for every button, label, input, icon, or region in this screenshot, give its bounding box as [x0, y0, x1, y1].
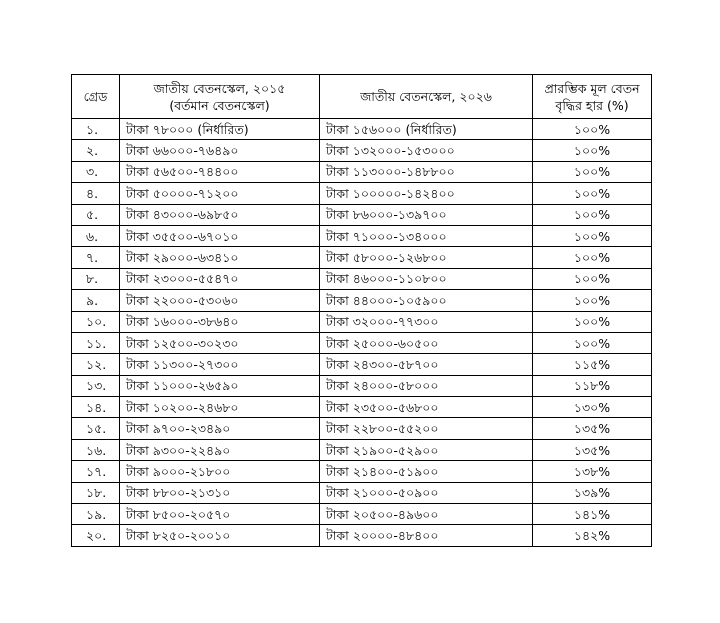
grade-cell: ৩. [72, 161, 120, 182]
rate-cell: ১৩৫% [533, 418, 652, 439]
scale-2015-cell: টাকা ১০২০০-২৪৬৮০ [120, 397, 320, 418]
grade-cell: ৭. [72, 247, 120, 268]
scale-2015-cell: টাকা ৫০০০০-৭১২০০ [120, 183, 320, 204]
rate-cell: ১০০% [533, 332, 652, 353]
scale-2026-cell: টাকা ৪৪০০০-১০৫৯০০ [320, 290, 533, 311]
grade-cell: ১৮. [72, 482, 120, 503]
rate-cell: ১৩০% [533, 397, 652, 418]
scale-2026-cell: টাকা ১১৩০০০-১৪৮৮০০ [320, 161, 533, 182]
grade-cell: ৪. [72, 183, 120, 204]
grade-cell: ৮. [72, 268, 120, 289]
grade-cell: ৫. [72, 204, 120, 225]
scale-2015-cell: টাকা ৯৩০০-২২৪৯০ [120, 439, 320, 460]
table-row [72, 461, 652, 482]
header-scale-2026: জাতীয় বেতনস্কেল, ২০২৬ [320, 75, 533, 119]
table-row [72, 504, 652, 525]
table-header [72, 75, 652, 119]
scale-2026-cell: টাকা ২১৪০০-৫১৯০০ [320, 461, 533, 482]
header-scale-2015-subtitle: (বর্তমান বেতনস্কেল) [169, 97, 270, 113]
header-scale-2015 [120, 75, 320, 119]
scale-2026-cell: টাকা ২১০০০-৫০৯০০ [320, 482, 533, 503]
grade-cell: ১৬. [72, 439, 120, 460]
scale-2015-cell: টাকা ৭৮০০০ (নির্ধারিত) [120, 119, 320, 140]
table-row [72, 225, 652, 246]
rate-cell: ১০০% [533, 204, 652, 225]
scale-2026-cell: টাকা ১৩২০০০-১৫৩০০০ [320, 140, 533, 161]
scale-2026-cell: টাকা ৭১০০০-১৩৪০০০ [320, 225, 533, 246]
table-row [72, 525, 652, 546]
table-body [72, 119, 652, 547]
scale-2026-cell: টাকা ২০০০০-৪৮৪০০ [320, 525, 533, 546]
scale-2015-cell: টাকা ৯৭০০-২৩৪৯০ [120, 418, 320, 439]
scale-2026-cell: টাকা ১০০০০০-১৪২৪০০ [320, 183, 533, 204]
header-grade: গ্রেড [72, 75, 120, 119]
header-row [72, 75, 652, 119]
rate-cell: ১০০% [533, 268, 652, 289]
scale-2015-cell: টাকা ৯০০০-২১৮০০ [120, 461, 320, 482]
scale-2026-cell: টাকা ১৫৬০০০ (নির্ধারিত) [320, 119, 533, 140]
grade-cell: ১২. [72, 354, 120, 375]
header-rate-title: প্রারম্ভিক মূল বেতন [544, 80, 640, 96]
rate-cell: ১১৮% [533, 375, 652, 396]
table-row [72, 311, 652, 332]
table-row [72, 375, 652, 396]
rate-cell: ১৪২% [533, 525, 652, 546]
scale-2015-cell: টাকা ১৬০০০-৩৮৬৪০ [120, 311, 320, 332]
grade-cell: ১১. [72, 332, 120, 353]
table-row [72, 332, 652, 353]
table-row [72, 204, 652, 225]
table-row [72, 161, 652, 182]
table-row [72, 439, 652, 460]
scale-2015-cell: টাকা ২৯০০০-৬৩৪১০ [120, 247, 320, 268]
scale-2015-cell: টাকা ২৩০০০-৫৫৪৭০ [120, 268, 320, 289]
scale-2026-cell: টাকা ৪৬০০০-১১০৮০০ [320, 268, 533, 289]
grade-cell: ১. [72, 119, 120, 140]
table-row [72, 247, 652, 268]
rate-cell: ১০০% [533, 140, 652, 161]
table-row [72, 397, 652, 418]
rate-cell: ১০০% [533, 161, 652, 182]
grade-cell: ১৭. [72, 461, 120, 482]
scale-2026-cell: টাকা ২০৫০০-৪৯৬০০ [320, 504, 533, 525]
scale-2015-cell: টাকা ৮২৫০-২০০১০ [120, 525, 320, 546]
grade-cell: ২০. [72, 525, 120, 546]
rate-cell: ১০০% [533, 183, 652, 204]
rate-cell: ১১৫% [533, 354, 652, 375]
header-rate-subtitle: বৃদ্ধির হার (%) [555, 97, 629, 113]
scale-2026-cell: টাকা ২৪০০০-৫৮০০০ [320, 375, 533, 396]
rate-cell: ১০০% [533, 290, 652, 311]
pay-scale-table [71, 74, 652, 547]
scale-2015-cell: টাকা ৬৬০০০-৭৬৪৯০ [120, 140, 320, 161]
grade-cell: ৬. [72, 225, 120, 246]
scale-2015-cell: টাকা ১২৫০০-৩০২৩০ [120, 332, 320, 353]
scale-2026-cell: টাকা ৮৬০০০-১৩৯৭০০ [320, 204, 533, 225]
rate-cell: ১৪১% [533, 504, 652, 525]
grade-cell: ২. [72, 140, 120, 161]
grade-cell: ১৯. [72, 504, 120, 525]
table-row [72, 140, 652, 161]
rate-cell: ১০০% [533, 247, 652, 268]
scale-2026-cell: টাকা ২২৮০০-৫৫২০০ [320, 418, 533, 439]
rate-cell: ১০০% [533, 119, 652, 140]
grade-cell: ৯. [72, 290, 120, 311]
rate-cell: ১৩৮% [533, 461, 652, 482]
grade-cell: ১০. [72, 311, 120, 332]
table-row [72, 354, 652, 375]
scale-2015-cell: টাকা ১১০০০-২৬৫৯০ [120, 375, 320, 396]
scale-2015-cell: টাকা ৮৫০০-২০৫৭০ [120, 504, 320, 525]
rate-cell: ১০০% [533, 311, 652, 332]
grade-cell: ১৪. [72, 397, 120, 418]
header-scale-2015-title: জাতীয় বেতনস্কেল, ২০১৫ [153, 80, 286, 96]
table-row [72, 482, 652, 503]
table-row [72, 119, 652, 140]
scale-2015-cell: টাকা ৩৫৫০০-৬৭০১০ [120, 225, 320, 246]
rate-cell: ১০০% [533, 225, 652, 246]
scale-2026-cell: টাকা ৫৮০০০-১২৬৮০০ [320, 247, 533, 268]
scale-2015-cell: টাকা ২২০০০-৫৩০৬০ [120, 290, 320, 311]
scale-2015-cell: টাকা ৫৬৫০০-৭৪৪০০ [120, 161, 320, 182]
rate-cell: ১৩৯% [533, 482, 652, 503]
scale-2026-cell: টাকা ২৩৫০০-৫৬৮০০ [320, 397, 533, 418]
table-row [72, 290, 652, 311]
scale-2026-cell: টাকা ৩২০০০-৭৭৩০০ [320, 311, 533, 332]
scale-2015-cell: টাকা ৮৮০০-২১৩১০ [120, 482, 320, 503]
scale-2015-cell: টাকা ৪৩০০০-৬৯৮৫০ [120, 204, 320, 225]
scale-2015-cell: টাকা ১১৩০০-২৭৩০০ [120, 354, 320, 375]
scale-2026-cell: টাকা ২৫০০০-৬০৫০০ [320, 332, 533, 353]
table-row [72, 418, 652, 439]
table-row [72, 268, 652, 289]
grade-cell: ১৩. [72, 375, 120, 396]
table-row [72, 183, 652, 204]
scale-2026-cell: টাকা ২১৯০০-৫২৯০০ [320, 439, 533, 460]
rate-cell: ১৩৫% [533, 439, 652, 460]
grade-cell: ১৫. [72, 418, 120, 439]
scale-2026-cell: টাকা ২৪৩০০-৫৮৭০০ [320, 354, 533, 375]
header-rate [533, 75, 652, 119]
